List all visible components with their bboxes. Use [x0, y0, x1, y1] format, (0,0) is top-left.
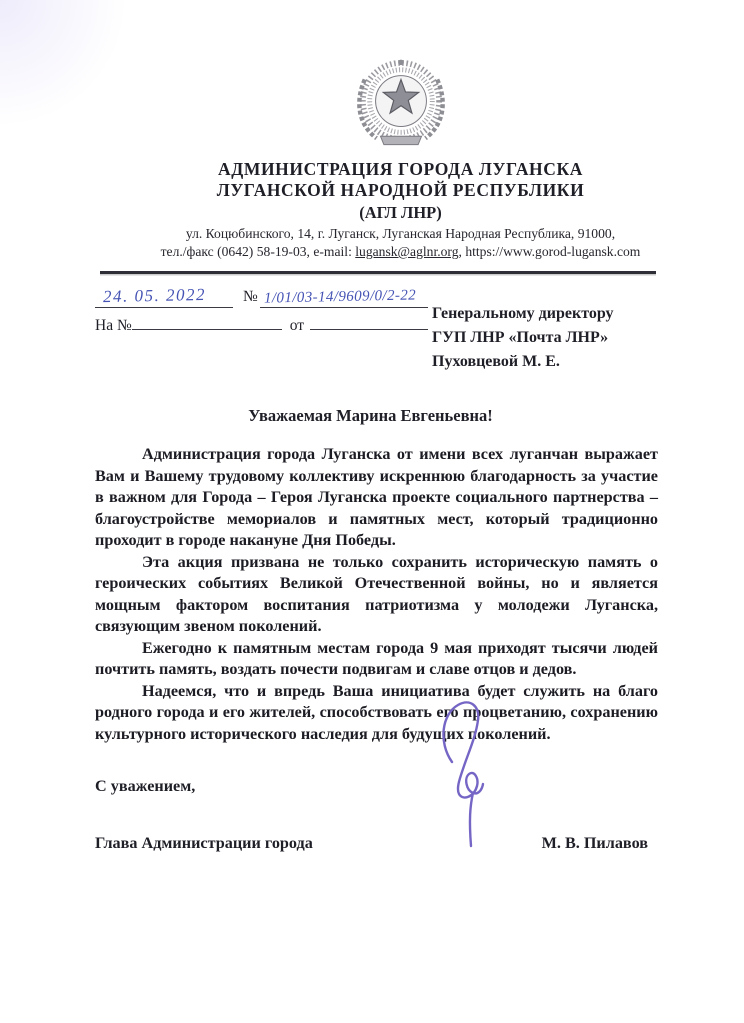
- outgoing-reference-row: [95, 286, 428, 308]
- addressee-organization: ГУП ЛНР «Почта ЛНР»: [432, 329, 609, 346]
- addressee-position: Генеральному директору: [432, 305, 614, 322]
- letterhead: [119, 58, 682, 261]
- reply-to-label: На №: [95, 317, 132, 334]
- org-postal-address: ул. Коцюбинского, 14, г. Луганск, Луганская Народная Республика, 91000, тел./факс (0642) 58-19-03, e-mail: lugansk@aglnr.org, https://www.gorod-lugansk.com: [160, 226, 641, 259]
- addressee-name: Пуховцевой М. Е.: [432, 353, 560, 370]
- website-url: , https://www.gorod-lugansk.com: [458, 244, 641, 259]
- lnr-coat-of-arms-icon: [352, 58, 450, 153]
- handwritten-outgoing-number: 1/01/03-14/9609/0/2-22: [263, 287, 417, 307]
- reference-area: [95, 274, 658, 392]
- outgoing-number-field: [260, 288, 428, 308]
- signer-name: М. В. Пилавов: [541, 834, 648, 852]
- org-abbreviation: (АГЛ ЛНР): [359, 203, 442, 222]
- body-paragraph: Ежегодно к памятным местам города 9 мая приходят тысячи людей почтить память, воздать почести подвигам и славе отцов и дедов.: [95, 638, 658, 678]
- body-paragraph: Эта акция призвана не только сохранить историческую память о героических событиях Великой Отечественной войны, но и является мощным фактором воспитания патриотизма у молодежи Луганска, связующим звеном поколений.: [95, 552, 658, 635]
- addressee-block: [432, 302, 614, 374]
- signature-row: [95, 834, 658, 853]
- incoming-reference-row: [95, 316, 428, 335]
- signer-position: Глава Администрации города: [95, 834, 313, 852]
- org-title-line1: АДМИНИСТРАЦИЯ ГОРОДА ЛУГАНСКА: [217, 159, 584, 179]
- closing-regards: С уважением,: [95, 777, 196, 795]
- date-field: [95, 286, 233, 308]
- body-paragraph: Администрация города Луганска от имени всех луганчан выражает Вам и Вашему трудовому коллективу искреннюю благодарность за участие в важном для Города – Героя Луганска проекте социального партнерства – благоустройстве мемориалов и памятных мест, который традиционно проходит в городе накануне Дня Победы.: [95, 445, 658, 549]
- number-sign: №: [243, 288, 258, 305]
- handwritten-date: 24. 05. 2022: [102, 284, 207, 307]
- org-title-line2: ЛУГАНСКОЙ НАРОДНОЙ РЕСПУБЛИКИ: [216, 180, 585, 200]
- reply-date-blank: [310, 316, 428, 330]
- letter-body: [95, 444, 658, 745]
- email-address: lugansk@aglnr.org: [355, 244, 459, 259]
- phone-and-email-line: тел./факс (0642) 58-19-03, e-mail:: [160, 244, 356, 259]
- reply-from-label: от: [289, 317, 305, 334]
- body-paragraph: Надеемся, что и впредь Ваша инициатива будет служить на благо родного города и его жителей, способствовать его процветанию, сохранению культурного исторического наследия для будущих поколений.: [95, 681, 658, 743]
- salutation: Уважаемая Марина Евгеньевна!: [248, 406, 493, 425]
- reply-number-blank: [132, 316, 282, 330]
